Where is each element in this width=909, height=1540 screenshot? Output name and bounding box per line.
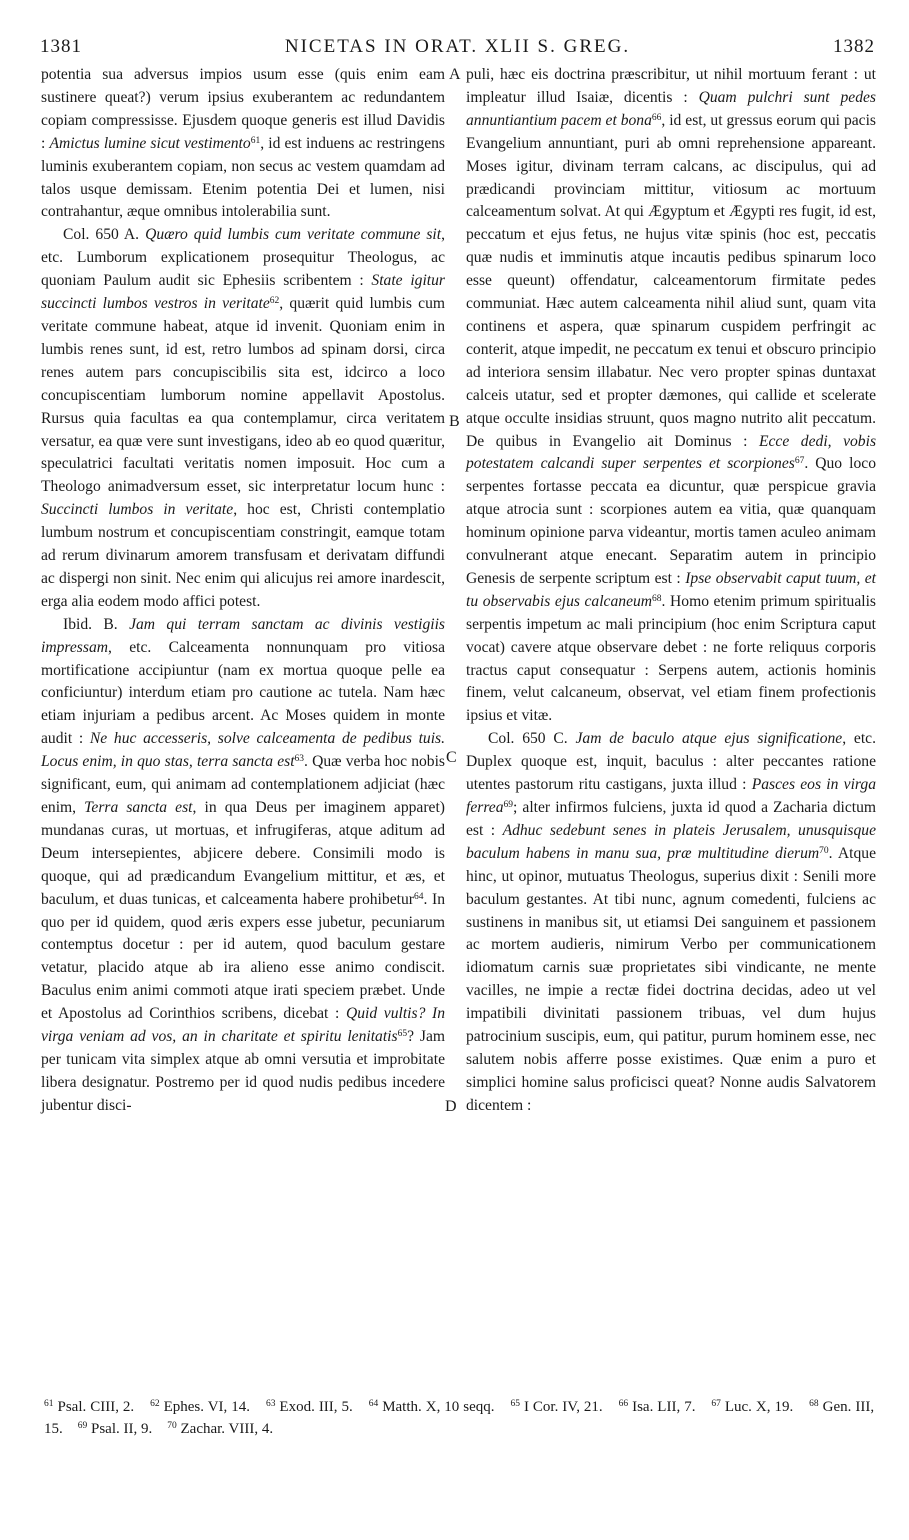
section-mark-c: C — [446, 749, 457, 766]
footnote-ref: 61 — [250, 135, 261, 146]
paragraph: potentia sua adversus impios usum esse (quis enim eam sustinere queat?) verum ipsius exuberantem ac redundantem copiam compressisse. Ejusdem quoque generis est illud Davidis : Amictus lumine sicut vestimento$^{61}$, id est induens ac restringens luminis exuberantem copiam, non secus ac vestem quamdam ad talos usque demissam. Etenim potentia Dei et lumen, nisi contrahantur, æque omnibus intolerabilia sunt. — [41, 66, 445, 221]
running-title: NICETAS IN ORAT. XLII S. GREG. — [284, 36, 631, 57]
footnote-ref: 66 — [651, 112, 662, 123]
page-number-right: 1382 — [833, 36, 875, 57]
paragraph: Col. 650 A. Quæro quid lumbis cum veritate commune sit, etc. Lumborum explicationem prosequitur Theologus, ac quoniam Paulum audit sic Ephesiis scribentem : State igitur succincti lumbos vestros in veritate$^{62}$, quærit quid lumbis cum veritate commune habeat, atque id invenit. Quoniam enim in lumbis renes sunt, id est, retro lumbos ad spinam dorsi, circa renes autem pars concupiscibilis sita est, idcirco a loco concupiscentiam lumborum nomine appellavit Apostolus. Rursus quia facultas ea qua contemplamur, circa veritatem versatur, ea quæ vere sunt investigans, ideo ab eo quod quæritur, speculatrici facultati veritatis nomen imposuit. Hoc cum a Theologo animadversum esset, sic interpretatur locum hunc : Succincti lumbos in veritate, hoc est, Christi contemplatio lumbum nostrum et concupiscentiam constringit, eamque totam ad rerum divinarum amorem transfusam et derivatam diffundi ac dispergi non sinit. Nec enim qui alicujus rei amore inardescit, erga alia eodem modo affici potest. — [41, 226, 445, 610]
footnote: $^{62}$ Ephes. VI, 14. — [150, 1399, 251, 1415]
footnote: $^{67}$ Luc. X, 19. — [711, 1399, 794, 1415]
paragraph: puli, hæc eis doctrina præscribitur, ut nihil mortuum ferant : ut impleatur illud Isaiæ, dicentis : Quam pulchri sunt pedes annuntiantium pacem et bona$^{66}$, id est, ut gressus eorum qui pacis Evangelium annuntiant, puri ab omni reprehensione appareant. Moses igitur, divinam terram calcans, ac discipulus, qui ad prædicandi provinciam mittitur, vitiosum ac mortuum calceamentum solvat. At qui Ægyptum et Ægypti res fugit, id est, peccatum et ejus fetus, ne hujus vitæ spinis (hoc est, peccatis quæ nudis et imminutis atque incautis pedibus spinarum loco esse queunt) offendatur, calceamentorum firmitate pedes communiat. Hæc autem calceamenta nihil aliud sunt, quam vita continens et aspera, quæ spinarum cuspidem perfringit ac conterit, atque impedit, ne peccatum ex tenui et obscuro principio ad interiora sensim illabatur. Nec vero propter spinas duntaxat calceis utatur, sed et propter dæmones, qui callide et scelerate atque occulte insidias struunt, quos magno nutrito alit peccatum. De quibus in Evangelio ait Dominus : Ecce dedi, vobis potestatem calcandi super serpentes et scorpiones$^{67}$. Quo loco serpentes fortasse peccata ea dicuntur, quæ perspicue gravia atque atrocia sunt : scorpiones autem ea vitia, quæ quanquam hominum opinione parva videantur, mortis tamen aculeo animam convulnerant atque enecant. Separatim autem in principio Genesis de serpente scriptum est : Ipse observabit caput tuum, et tu observabis ejus calcaneum$^{68}$. Homo etenim primum spiritualis serpentis impetum ac mali principium (hoc enim Scriptura caput vocat) cavere atque observare debet : ne forte reliquus corporis tractus caput consequatur : Serpens autem, actionis hominis finem, velut calcaneum, observat, vel etiam finem profectionis ipsius et vitæ. — [466, 66, 877, 725]
footnote-ref: 64 — [413, 891, 424, 902]
footnote: $^{68}$ Gen. III, 15. — [44, 1399, 875, 1437]
section-mark-d: D — [445, 1098, 457, 1115]
page-number-left: 1381 — [40, 36, 82, 57]
footnote: $^{65}$ I Cor. IV, 21. — [510, 1399, 603, 1415]
paragraph: Ibid. B. Jam qui terram sanctam ac divinis vestigiis impressam, etc. Calceamenta nonnunquam pro vitiosa mortificatione accipiuntur (nam ex mortua quoque pelle ea conficiuntur) interdum etiam pro cautione ac tutela. Nam hæc etiam injuriam a pedibus arcent. Ac Moses quidem in monte audit : Ne huc accesseris, solve calceamenta de pedibus tuis. Locus enim, in quo stas, terra sancta est$^{63}$. Quæ verba hoc nobis significant, eum, qui animam ad contemplationem adjiciat (hæc enim, Terra sancta est, in qua Deus per imaginem apparet) mundanas curas, ut mortuas, et infrugiferas, atque aditum ad Deum intersepientes, abjicere debere. Consimili modo is quoque, qui ad prædicandum Evangelium mittitur, et æs, et baculum, et duas tunicas, et calceamenta habere prohibetur$^{64}$. In quo per id quidem, quod æris expers esse jubetur, pecuniarum contemptus docetur : per id autem, quod baculum gestare vetatur, placido atque ab ira alieno esse animo condiscit. Baculus enim animi commoti atque irati speciem præbet. Unde et Apostolus ad Corinthios scribens, dicebat : Quid vultis? In virga veniam ad vos, an in charitate et spiritu lenitatis$^{65}$? Jam per tunicam vita simplex atque ab omni versutia et improbitate libera designatur. Postremo per id quod nudis pedibus incedere jubentur disci- — [41, 615, 446, 1114]
right-column — [466, 64, 876, 1118]
footnote: $^{69}$ Psal. II, 9. — [77, 1421, 153, 1437]
footnote: $^{63}$ Exod. III, 5. — [265, 1399, 353, 1415]
section-mark-b: B — [449, 413, 460, 430]
footnote: $^{70}$ Zachar. VIII, 4. — [167, 1421, 274, 1437]
section-mark-a: A — [449, 66, 461, 83]
footnote-ref: 70 — [819, 845, 829, 856]
footnote: $^{61}$ Psal. CIII, 2. — [44, 1399, 135, 1415]
footnote-ref: 62 — [269, 296, 280, 307]
footnote: $^{64}$ Matth. X, 10 seqq. — [368, 1399, 495, 1415]
running-header — [40, 36, 875, 60]
footnote-ref: 67 — [794, 456, 805, 467]
paragraph: Col. 650 C. Jam de baculo atque ejus significatione, etc. Duplex quoque est, inquit, baculus : alter peccantes ratione utentes pastorum ritu castigans, juxta illud : Pasces eos in virga ferrea$^{69}$; alter infirmos fulciens, juxta id quod a Zacharia dictum est : Adhuc sedebunt senes in plateis Jerusalem, unusquisque baculum habens in manu sua, præ multitudine dierum$^{70}$. Atque hinc, ut opinor, mutuatus Theologus, superius dixit : Senili more baculum gestantes. At tibi nunc, agnum comedenti, fulciens ac sustinens in manibus sit, ut etiamsi Dei sanguinem et passionem ac mortem audieris, nimirum Verbo per communicationem idiomatum carnis suæ proprietates sibi vindicante, ne mente vacilles, ne impie a rectæ fidei doctrina decidas, adeo ut vel impatibili divinitati passionem tribuas, vel dum hujus patrocinium suscipis, eum, qui patitur, purum hominem esse, nec salutem nobis afferre posse existimes. Quæ enim a puro et simplici homine salus proficisci queat? Nonne audis Salvatorem dicentem : — [466, 730, 876, 1114]
footnote-ref: 68 — [652, 593, 662, 604]
footnote-ref: 69 — [503, 800, 514, 810]
footnote-ref: 65 — [397, 1029, 408, 1040]
footnotes — [44, 1396, 874, 1440]
footnote-ref: 63 — [294, 754, 305, 765]
footnote: $^{66}$ Isa. LII, 7. — [618, 1399, 696, 1415]
left-column — [41, 64, 445, 1118]
